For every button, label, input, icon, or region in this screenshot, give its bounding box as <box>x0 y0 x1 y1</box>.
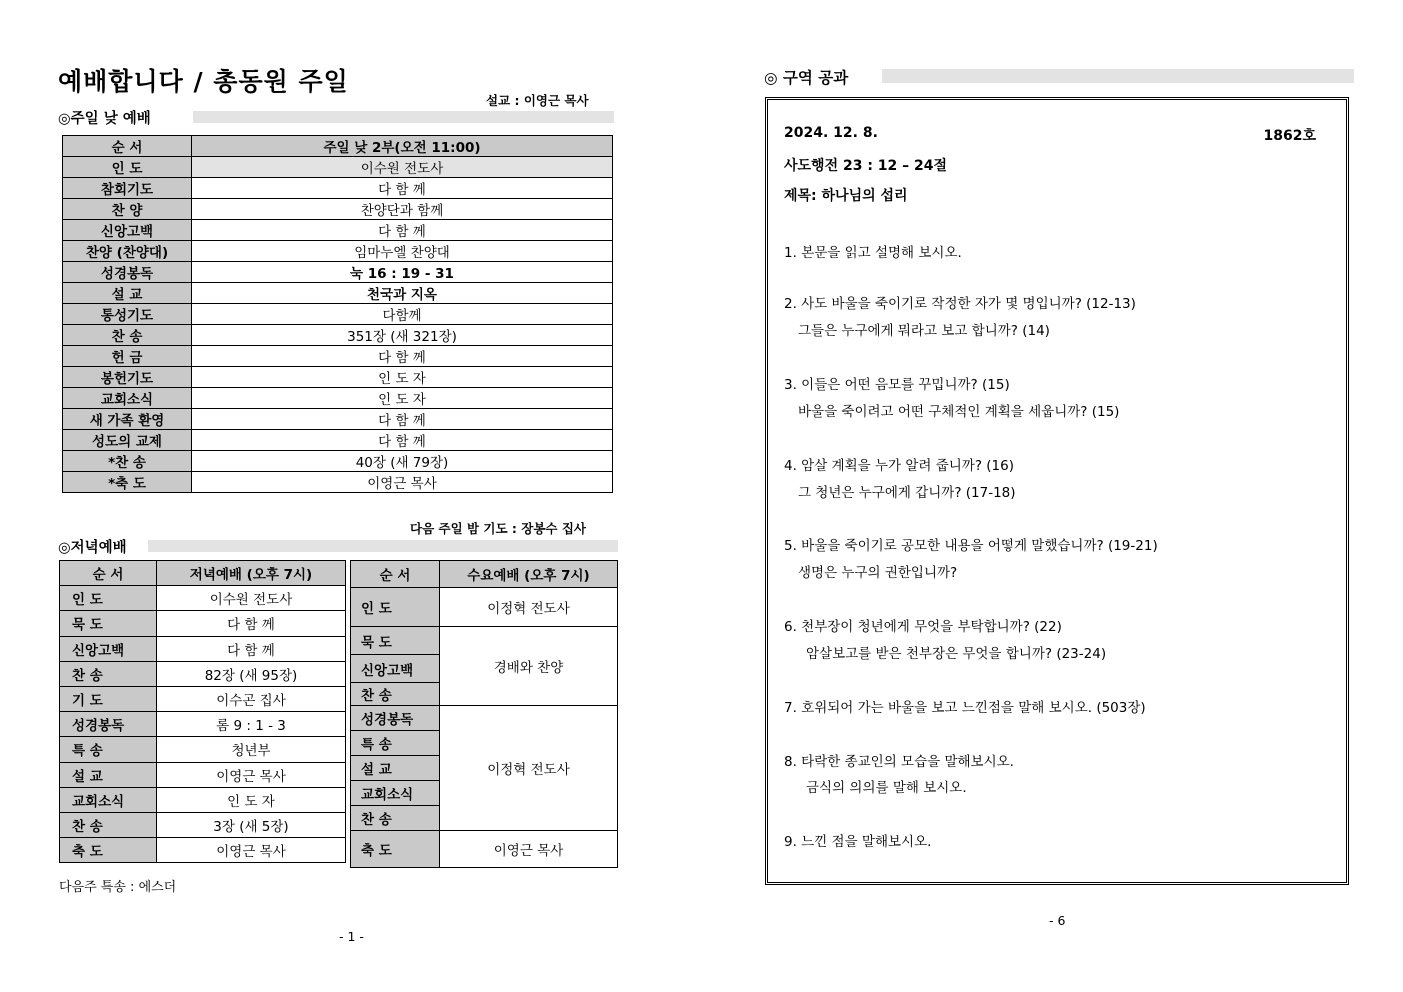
table-row <box>60 611 346 636</box>
row-value: 찬양단과 함께 <box>192 199 613 220</box>
table-row <box>63 262 613 283</box>
row-label: 찬양 (찬양대) <box>63 241 192 262</box>
sunday-service-table <box>62 135 613 493</box>
row-value: 351장 (새 321장) <box>192 325 613 346</box>
row-label: 설 교 <box>63 283 192 304</box>
group-value: 이영근 목사 <box>440 831 618 868</box>
row-value: 인 도 자 <box>157 787 346 812</box>
table-row <box>60 812 346 837</box>
question-line: 9. 느낀 점을 말해보시오. <box>784 834 932 850</box>
group-value: 이정혁 전도사 <box>440 588 618 627</box>
table-row <box>63 451 613 472</box>
row-label: *찬 송 <box>63 451 192 472</box>
row-label: 인 도 <box>63 157 192 178</box>
lesson-box <box>765 97 1349 885</box>
row-value: 40장 (새 79장) <box>192 451 613 472</box>
table-row <box>351 706 618 731</box>
row-label: 특 송 <box>351 731 440 756</box>
table-row <box>63 346 613 367</box>
row-label: 축 도 <box>60 838 157 863</box>
row-value: 다 함 께 <box>157 611 346 636</box>
table-row <box>63 220 613 241</box>
question-line: 7. 호위되어 가는 바울을 보고 느낀점을 말해 보시오. (503장) <box>784 700 1146 716</box>
sunday-heading-bar <box>193 111 614 123</box>
row-label: 찬 송 <box>351 806 440 831</box>
row-label: 성경봉독 <box>63 262 192 283</box>
row-value: 이수원 전도사 <box>157 586 346 611</box>
sermon-by: 설교 : 이영근 목사 <box>486 93 589 108</box>
row-label: 헌 금 <box>63 346 192 367</box>
row-value: 눅 16 : 19 - 31 <box>192 262 613 283</box>
row-label: 성경봉독 <box>351 706 440 731</box>
table-row <box>63 409 613 430</box>
table-row <box>63 388 613 409</box>
table-header-row <box>351 561 618 588</box>
question-line: 6. 천부장이 청년에게 무엇을 부탁합니까? (22) <box>784 619 1062 635</box>
group-value: 이정혁 전도사 <box>440 706 618 831</box>
row-label: 신앙고백 <box>60 636 157 661</box>
lesson-issue: 1862호 <box>1263 128 1316 144</box>
question-line: 3. 이들은 어떤 음모를 꾸밉니까? (15) <box>784 377 1010 393</box>
row-value: 다 함 께 <box>192 346 613 367</box>
row-label: 인 도 <box>60 586 157 611</box>
left-page-number: - 1 - <box>339 929 364 944</box>
row-label: *축 도 <box>63 472 192 493</box>
row-label: 축 도 <box>351 831 440 868</box>
wednesday-service-table <box>350 560 618 868</box>
row-value: 다함께 <box>192 304 613 325</box>
table-row <box>60 661 346 686</box>
table-row <box>60 712 346 737</box>
question-line: 2. 사도 바울을 죽이기로 작정한 자가 몇 명입니까? (12-13) <box>784 296 1136 312</box>
question-subline: 그 청년은 누구에게 갑니까? (17-18) <box>798 485 1016 501</box>
table-row <box>63 241 613 262</box>
row-label: 인 도 <box>351 588 440 627</box>
row-label: 묵 도 <box>351 627 440 655</box>
row-value: 다 함 께 <box>192 430 613 451</box>
lesson-subject: 제목: 하나님의 섭리 <box>784 188 908 204</box>
row-value: 다 함 께 <box>192 178 613 199</box>
table-row <box>60 737 346 762</box>
row-label: 통성기도 <box>63 304 192 325</box>
row-value: 이수원 전도사 <box>192 157 613 178</box>
row-label: 묵 도 <box>60 611 157 636</box>
question-line: 8. 타락한 종교인의 모습을 말해보시오. <box>784 754 1014 770</box>
table-row <box>63 367 613 388</box>
row-value: 인 도 자 <box>192 388 613 409</box>
question-subline: 암살보고를 받은 천부장은 무엇을 합니까? (23-24) <box>806 646 1107 662</box>
sunday-heading: ◎주일 낮 예배 <box>58 111 151 127</box>
table-row <box>63 178 613 199</box>
next-night-prayer: 다음 주일 밤 기도 : 장봉수 집사 <box>410 521 587 536</box>
row-value: 인 도 자 <box>192 367 613 388</box>
row-label: 교회소식 <box>60 787 157 812</box>
row-label: 신앙고백 <box>63 220 192 241</box>
question-subline: 그들은 누구에게 뭐라고 보고 합니까? (14) <box>798 323 1050 339</box>
row-label: 교회소식 <box>63 388 192 409</box>
next-special-song: 다음주 특송 : 에스더 <box>59 880 177 895</box>
row-label: 설 교 <box>351 756 440 781</box>
question-line: 4. 암살 계획을 누가 알려 줍니까? (16) <box>784 458 1014 474</box>
row-label: 교회소식 <box>351 781 440 806</box>
evening-service-table <box>59 560 346 863</box>
row-label: 특 송 <box>60 737 157 762</box>
row-value: 이영근 목사 <box>192 472 613 493</box>
row-label: 참회기도 <box>63 178 192 199</box>
row-value: 이영근 목사 <box>157 762 346 787</box>
row-value: 청년부 <box>157 737 346 762</box>
header-service: 저녁예배 (오후 7시) <box>157 561 346 586</box>
row-label: 성도의 교제 <box>63 430 192 451</box>
row-value: 다 함 께 <box>157 636 346 661</box>
page-title: 예배합니다 / 총동원 주일 <box>58 67 349 96</box>
cell-group-lesson-heading: ◎ 구역 공과 <box>764 69 849 87</box>
evening-heading: ◎저녁예배 <box>58 540 127 556</box>
right-page-number: - 6 <box>1049 913 1066 928</box>
row-value: 다 함 께 <box>192 409 613 430</box>
table-row <box>63 472 613 493</box>
header-service: 수요예배 (오후 7시) <box>440 561 618 588</box>
row-value: 이수곤 집사 <box>157 686 346 711</box>
row-label: 신앙고백 <box>351 655 440 683</box>
table-row <box>351 831 618 868</box>
lesson-passage: 사도행전 23 : 12 – 24절 <box>784 158 948 174</box>
table-row <box>63 199 613 220</box>
row-label: 찬 양 <box>63 199 192 220</box>
header-service: 주일 낮 2부(오전 11:00) <box>192 136 613 157</box>
table-row <box>63 325 613 346</box>
row-label: 찬 송 <box>63 325 192 346</box>
table-row <box>63 157 613 178</box>
question-line: 5. 바울을 죽이기로 공모한 내용을 어떻게 말했습니까? (19-21) <box>784 538 1158 554</box>
question-line: 1. 본문을 읽고 설명해 보시오. <box>784 245 962 261</box>
row-label: 설 교 <box>60 762 157 787</box>
row-value: 3장 (새 5장) <box>157 812 346 837</box>
row-value: 천국과 지옥 <box>192 283 613 304</box>
table-row <box>60 838 346 863</box>
question-subline: 바울을 죽이려고 어떤 구체적인 계획을 세웁니까? (15) <box>798 404 1120 420</box>
table-header-row <box>60 561 346 586</box>
evening-heading-bar <box>148 540 618 552</box>
lesson-heading-bar <box>882 69 1354 83</box>
table-row <box>60 762 346 787</box>
row-value: 82장 (새 95장) <box>157 661 346 686</box>
group-value: 경배와 찬양 <box>440 627 618 706</box>
table-row <box>63 283 613 304</box>
table-row <box>351 588 618 627</box>
row-value: 임마누엘 찬양대 <box>192 241 613 262</box>
row-label: 기 도 <box>60 686 157 711</box>
table-row <box>63 430 613 451</box>
row-label: 찬 송 <box>60 661 157 686</box>
question-subline: 생명은 누구의 권한입니까? <box>798 565 958 581</box>
header-order: 순 서 <box>60 561 157 586</box>
lesson-date: 2024. 12. 8. <box>784 125 878 141</box>
table-row <box>60 636 346 661</box>
row-value: 롬 9 : 1 - 3 <box>157 712 346 737</box>
table-header-row <box>63 136 613 157</box>
table-row <box>60 686 346 711</box>
table-row <box>351 627 618 655</box>
table-row <box>60 586 346 611</box>
table-row <box>60 787 346 812</box>
row-label: 찬 송 <box>351 683 440 706</box>
row-label: 찬 송 <box>60 812 157 837</box>
row-value: 다 함 께 <box>192 220 613 241</box>
header-order: 순 서 <box>63 136 192 157</box>
table-row <box>63 304 613 325</box>
header-order: 순 서 <box>351 561 440 588</box>
row-label: 성경봉독 <box>60 712 157 737</box>
question-subline: 금식의 의의를 말해 보시오. <box>806 780 967 796</box>
row-value: 이영근 목사 <box>157 838 346 863</box>
row-label: 새 가족 환영 <box>63 409 192 430</box>
row-label: 봉헌기도 <box>63 367 192 388</box>
